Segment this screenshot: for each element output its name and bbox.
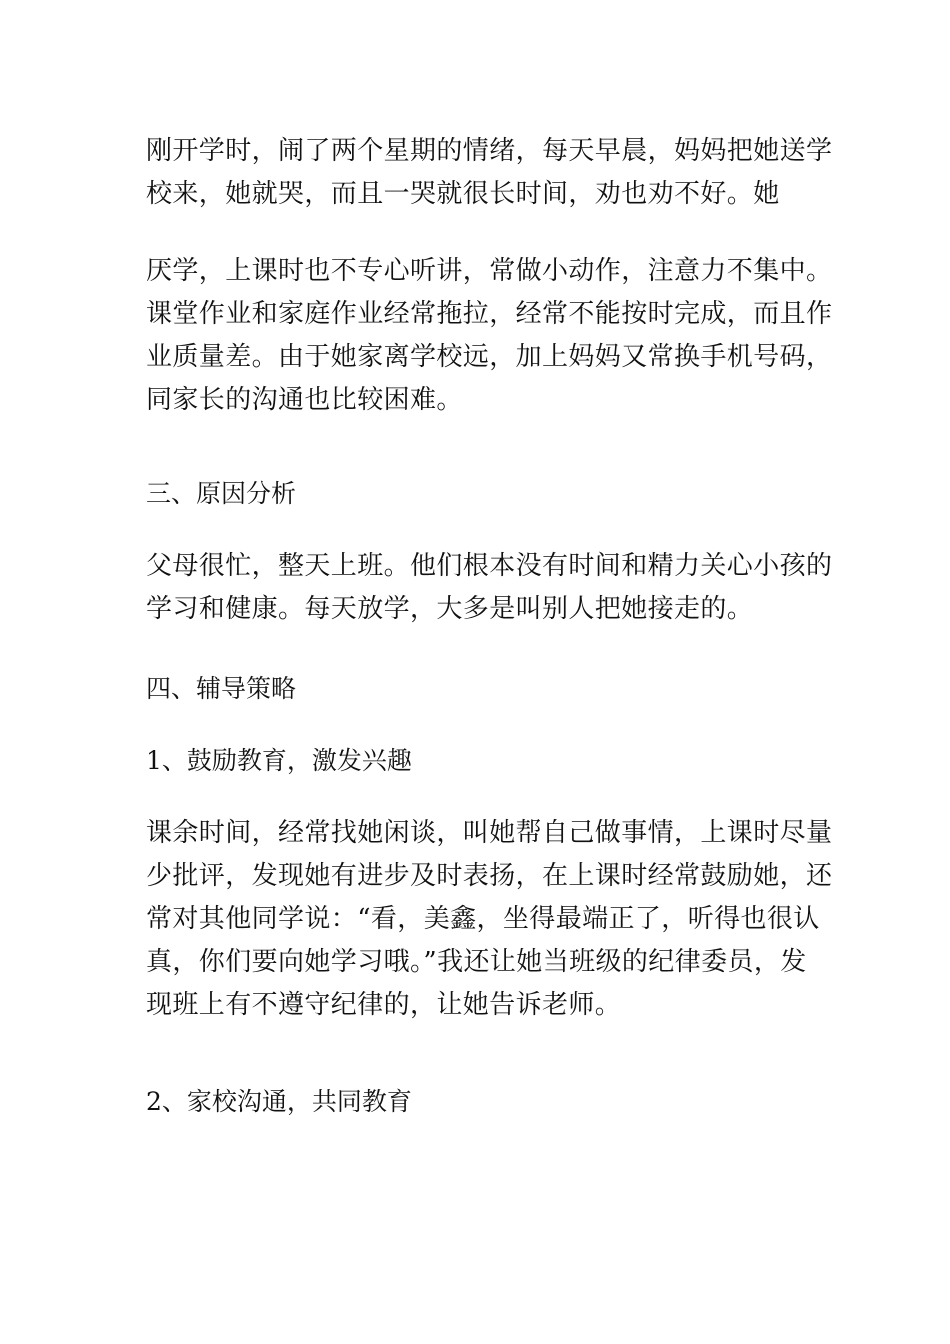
paragraph-intro [146,130,833,216]
paragraph-cause [146,545,833,631]
section-heading-cause-analysis: 三、原因分析 [146,479,297,508]
text-line: 课余时间，经常找她闲谈，叫她帮自己做事情，上课时尽量 [146,818,833,848]
text-line: 现班上有不遵守纪律的，让她告诉老师。 [146,990,622,1020]
text-line: 真，你们要向她学习哦。”我还让她当班级的纪律委员，发 [146,947,807,977]
text-line: 常对其他同学说：“看，美鑫，坐得最端正了，听得也很认 [146,904,820,934]
text-line: 父母很忙，整天上班。他们根本没有时间和精力关心小孩的 [146,551,833,581]
text-line: 校来，她就哭，而且一哭就很长时间，劝也劝不好。她 [146,179,780,209]
text-line: 厌学，上课时也不专心听讲，常做小动作，注意力不集中。 [146,256,833,286]
text-line: 同家长的沟通也比较困难。 [146,385,463,415]
text-line: 业质量差。由于她家离学校远，加上妈妈又常换手机号码， [146,342,833,372]
text-line: 学习和健康。每天放学，大多是叫别人把她接走的。 [146,594,754,624]
paragraph-encouragement [146,812,833,1027]
subheading-home-school: 2、家校沟通，共同教育 [146,1087,412,1116]
subheading-encouragement: 1、鼓励教育，激发兴趣 [146,746,412,775]
text-line: 课堂作业和家庭作业经常拖拉，经常不能按时完成，而且作 [146,299,833,329]
section-heading-strategy: 四、辅导策略 [146,674,297,703]
paragraph-behavior [146,250,833,422]
text-line: 刚开学时，闹了两个星期的情绪，每天早晨，妈妈把她送学 [146,136,833,166]
text-line: 少批评，发现她有进步及时表扬，在上课时经常鼓励她，还 [146,861,833,891]
